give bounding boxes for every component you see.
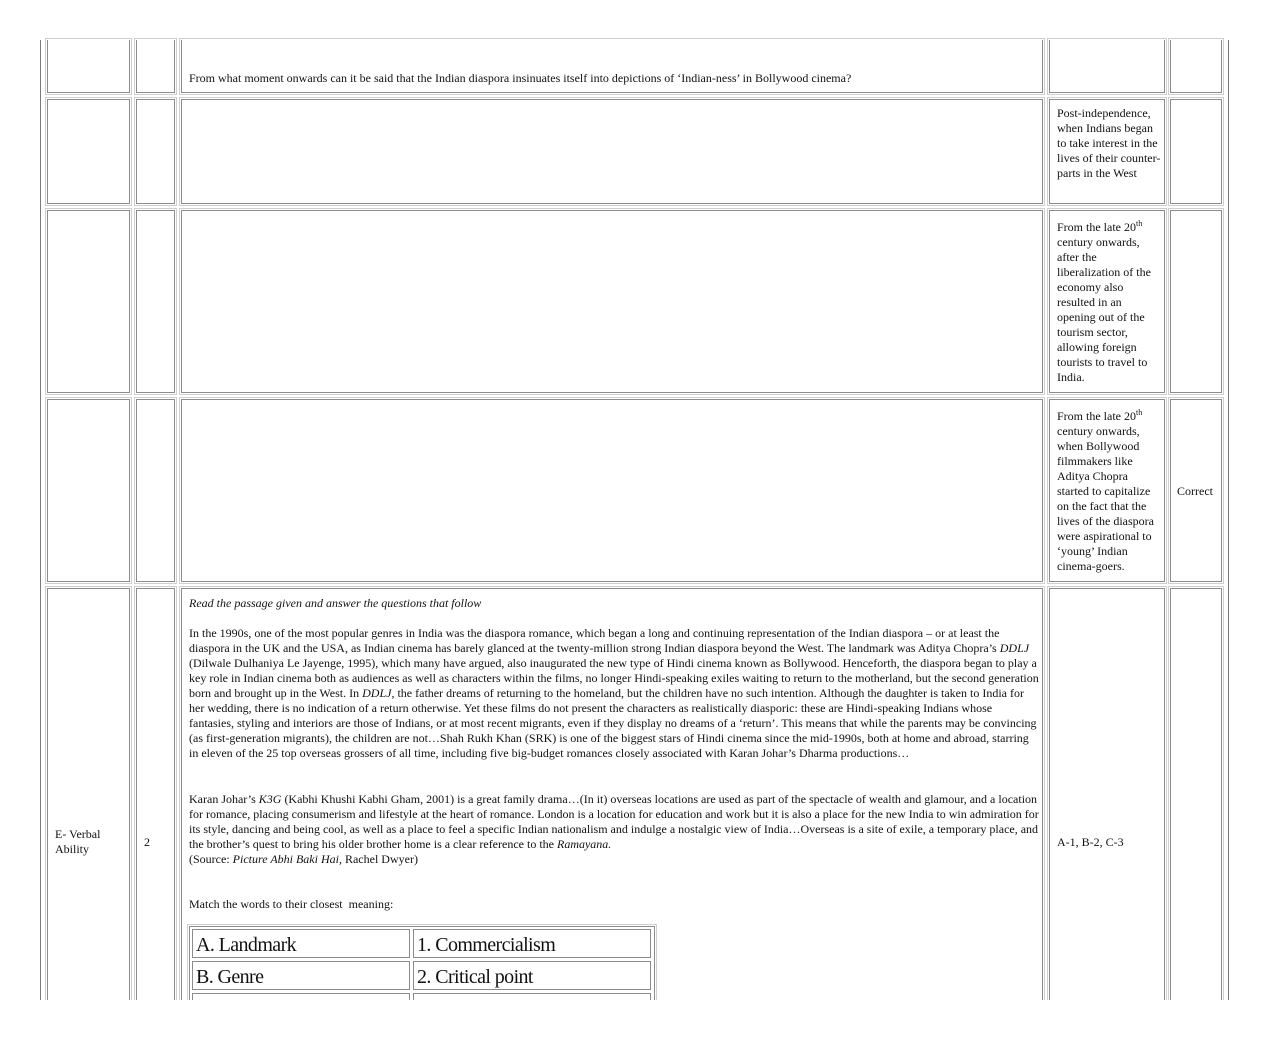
row0-question-cell [181, 40, 1043, 93]
p2-part-b: (Kabhi Khushi Kabhi Gham, 2001) is a great family drama…(In it) overseas locations are used as part of the spectacle of wealth and glamour, and a location for romance, placing consumerism and lifestyle at the heart of romance. London is a location for education and work but it is also a place for the new India to win admiration for its style, dancing and being cool, as well as a place to feel a specific Indian nationalism and indulge a nostalgic view of India…Overseas is a site of exile, a temporary place, and the brother’s quest to bring his older brother home is a clear reference to the [189, 792, 1039, 851]
match-prompt: Match the words to their closest meaning: [189, 897, 394, 911]
match-right-1-text: 1. Commercialism [417, 934, 556, 956]
row2-marks-cell [136, 210, 175, 393]
match-left-a [192, 929, 410, 958]
match-left-a-text: A. Landmark [196, 934, 297, 956]
row4-status-cell [1170, 588, 1222, 1008]
option-2-text [1057, 220, 1162, 385]
row2-section-cell [47, 210, 130, 393]
match-right-2 [413, 961, 651, 990]
source-title: Picture Abhi Baki Hai [232, 852, 339, 866]
row1-option-cell [1049, 99, 1165, 204]
marks-value: 2 [144, 835, 150, 849]
option-2-text-start: From the late 20 [1057, 220, 1136, 234]
option-2-text-end: century onwards, after the liberalization of the economy also resulted in an opening out of the tourism sector, allowing foreign tourists to travel to India. [1057, 235, 1151, 384]
passage-paragraph-2 [189, 792, 1039, 867]
row4-marks-cell [136, 588, 175, 1008]
option-3-text-end: century onwards, when Bollywood filmmakers like Aditya Chopra started to capitalize on the fact that the lives of the diaspora were aspirational to ‘young’ Indian cinema-goers. [1057, 424, 1154, 573]
row1-section-cell [47, 99, 130, 204]
row2-status-cell [1170, 210, 1222, 393]
match-right-1 [413, 929, 651, 958]
page-bottom-mask [0, 1000, 1269, 1040]
p2-part-a: Karan Johar’s [189, 792, 259, 806]
row4-answer-cell [1049, 588, 1165, 1008]
row3-marks-cell [136, 399, 175, 582]
section-label: E- Verbal Ability [55, 827, 101, 856]
option-2-sup: th [1135, 219, 1143, 228]
frame-right-line [1228, 40, 1229, 1000]
row0-marks-cell [136, 40, 175, 93]
p1-part-a: In the 1990s, one of the most popular genres in India was the diaspora romance, which began a long and continuing representation of the Indian diaspora – or at least the diaspora in the UK and the USA, as Indian cinema has barely glanced at the twenty-million strong Indian diaspora beyond the West. The landmark was Aditya Chopra’s [189, 626, 1000, 655]
passage-paragraph-1 [189, 626, 1039, 761]
row3-option-cell [1049, 399, 1165, 582]
row1-question-cell [181, 99, 1043, 204]
source-part-b: , Rachel Dwyer) [338, 852, 418, 866]
p1-part-b: (Dilwale Dulhaniya Le Jayenge, 1995), which many have argued, also inaugurated the new type of Hindi cinema known as Bollywood. Henceforth, the diaspora began to play a key role in Indian cinema both as audiences as well as characters within the films, no longer Hindi-speaking exiles waiting to return to the motherland, but the second generation born and brought up in the West. In [189, 656, 1039, 700]
passage-instruction: Read the passage given and answer the questions that follow [189, 596, 482, 610]
option-1-text: Post-independence, when Indians began to take interest in the lives of their counter-parts in the West [1057, 106, 1161, 180]
row3-question-cell [181, 399, 1043, 582]
row1-status-cell [1170, 99, 1222, 204]
option-3-sup: th [1135, 408, 1143, 417]
frame-left-line [40, 40, 41, 1000]
row0-section-cell [47, 40, 130, 93]
row3-section-cell [47, 399, 130, 582]
match-right-2-text: 2. Critical point [417, 966, 533, 988]
match-left-b-text: B. Genre [196, 966, 264, 988]
source-part-a: (Source: [189, 852, 233, 866]
p1-part-c: , the father dreams of returning to the homeland, but the children have no such intention. Although the daughter is taken to India for her wedding, there is no indication of a return otherwise. Yet these films do not present the characters as realistically diasporic: these are Hindi-speaking Indians whose fantasies, styling and interiors are those of Indians, or at most recent migrants, even if they display no dreams of a ‘return’. This means that while the parents may be convincing (as first-generation migrants), the children are not…Shah Rukh Khan (SRK) is one of the biggest stars of Hindi cinema since the mid-1990s, both at home and abroad, starring in eleven of the 25 top overseas grossers of all time, including five big-budget romances closely associated with Karan Johar’s Dharma productions… [189, 686, 1037, 760]
row1-marks-cell [136, 99, 175, 204]
option-3-text [1057, 409, 1162, 574]
row0-status-cell [1170, 40, 1222, 93]
p1-ddlj: DDLJ [999, 641, 1030, 655]
row0-answer-cell [1049, 40, 1165, 93]
match-left-b [192, 961, 410, 990]
p2-k3g: K3G [258, 792, 282, 806]
question-text: From what moment onwards can it be said that the Indian diaspora insinuates itself into depictions of ‘Indian-ness’ in Bollywood cinema? [189, 71, 852, 85]
option-3-text-start: From the late 20 [1057, 409, 1136, 423]
row3-status-cell [1170, 399, 1222, 582]
correct-label: Correct [1177, 484, 1213, 498]
p1-ddlj-2: DDLJ [362, 686, 392, 700]
answer-key: A-1, B-2, C-3 [1057, 835, 1124, 849]
row4-section-cell [47, 588, 130, 1008]
p2-ramayana: Ramayana. [556, 837, 612, 851]
row2-option-cell [1049, 210, 1165, 393]
row2-question-cell [181, 210, 1043, 393]
